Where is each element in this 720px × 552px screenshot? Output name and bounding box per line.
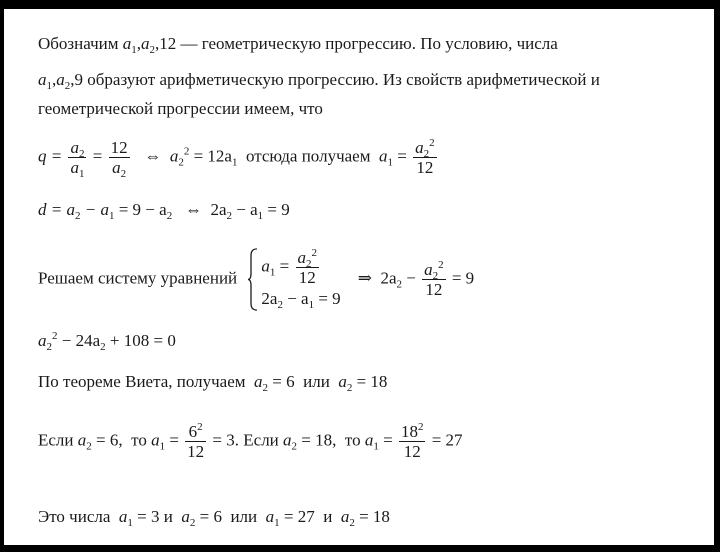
subscript: 2: [120, 168, 127, 180]
expression: = 18: [354, 507, 390, 526]
var-a: a: [112, 158, 121, 177]
var-a: a: [181, 507, 190, 526]
comma: ,: [52, 70, 57, 89]
var-q: q =: [38, 146, 63, 166]
var-a: a: [338, 372, 347, 391]
denominator: 12: [425, 280, 443, 299]
right-border: [714, 0, 720, 552]
subscript: 1: [257, 210, 264, 222]
fraction: [296, 248, 320, 287]
power: 2: [197, 421, 203, 433]
subscript: 1: [108, 210, 115, 222]
power: 2: [417, 421, 424, 433]
denominator: 12: [403, 442, 421, 461]
fraction: [185, 422, 206, 461]
var-a: a: [169, 146, 179, 166]
subscript: 2: [423, 148, 430, 160]
var-a: a: [378, 146, 388, 166]
expression: = 12a: [193, 146, 232, 166]
equals: =: [279, 256, 290, 276]
expression: = 18,: [297, 430, 337, 450]
subscript: 2: [262, 382, 269, 394]
var-a: a: [340, 507, 350, 526]
text: образуют арифметическую прогрессию. Из свойств арифметической и: [87, 70, 600, 89]
subscript: 2: [291, 440, 298, 453]
var-a: a: [424, 260, 433, 279]
var-a: a: [283, 430, 292, 450]
paragraph-line-1: [38, 34, 558, 54]
text: или: [230, 507, 258, 526]
text: или: [303, 372, 330, 391]
var-a: a: [141, 34, 150, 53]
numerator: 18: [400, 422, 418, 441]
expression: − a: [80, 200, 109, 219]
var-a: a: [297, 248, 306, 267]
fraction: [422, 260, 446, 299]
subscript: 1: [159, 440, 166, 453]
var-a: a: [254, 372, 263, 391]
paragraph-line-3: [38, 99, 323, 119]
subscript: 2: [46, 341, 52, 353]
expression: 2a: [380, 268, 397, 288]
expression: = 3.: [212, 430, 240, 450]
value-12: ,12: [155, 34, 177, 53]
expression: d = a: [38, 200, 75, 219]
power: 2: [183, 145, 190, 158]
expression: = 6,: [91, 430, 123, 450]
subscript: 1: [274, 517, 280, 529]
subscript: 1: [308, 299, 315, 311]
subscript: 1: [373, 440, 379, 453]
cases-line: [38, 422, 463, 461]
text: — геометрическую прогрессию. По условию, числа: [180, 34, 558, 53]
expression: − a: [232, 200, 258, 219]
subscript: 2: [86, 440, 92, 453]
equivalence-arrow: ⇔: [144, 146, 162, 166]
subscript: 2: [189, 517, 196, 529]
equals: =: [383, 430, 393, 450]
subscript: 1: [131, 44, 137, 56]
expression: = 9: [314, 289, 341, 308]
subscript: 1: [387, 156, 393, 169]
expression: 2a: [261, 289, 278, 308]
subscript: 1: [78, 168, 85, 180]
fraction: [109, 138, 130, 180]
expression: 2a: [210, 200, 227, 219]
subscript: 2: [432, 270, 439, 282]
expression: = 3: [132, 507, 160, 526]
numerator: 12: [110, 138, 128, 157]
expression: − a: [282, 289, 309, 308]
system-block: [247, 248, 340, 311]
vieta-line: [38, 372, 387, 392]
subscript: 1: [231, 156, 238, 169]
subscript: 2: [64, 80, 71, 92]
fraction: [413, 138, 437, 177]
text: Обозначим: [38, 34, 119, 53]
subscript: 1: [46, 80, 52, 92]
var-a: a: [151, 430, 160, 450]
var-a: a: [122, 34, 132, 53]
var-a: a: [415, 138, 424, 157]
subscript: 2: [349, 517, 355, 529]
brace-icon: [247, 248, 259, 311]
subscript: 2: [277, 299, 283, 311]
expression: = 9: [451, 268, 475, 288]
equation-ratio: [38, 137, 439, 180]
power: 2: [311, 247, 317, 259]
system-row-2: [261, 287, 340, 311]
expression: = 9 − a: [114, 200, 167, 219]
expression: = 27: [431, 430, 463, 450]
subscript: 2: [178, 156, 184, 169]
left-border: [0, 0, 4, 552]
subscript: 1: [127, 517, 133, 529]
final-answer: [38, 507, 390, 527]
expression: = 18: [352, 372, 388, 391]
equation-system: [38, 248, 474, 311]
subscript: 1: [269, 266, 276, 279]
subscript: 2: [100, 341, 106, 353]
comma: ,: [136, 34, 142, 53]
text: Решаем систему уравнений: [38, 268, 238, 288]
text: Это числа: [38, 507, 111, 526]
equals: =: [397, 146, 407, 166]
bottom-border: [0, 545, 720, 552]
expression: + 108 = 0: [105, 331, 176, 350]
var-a: a: [261, 256, 270, 276]
expression: = 6: [268, 372, 295, 391]
denominator: 12: [298, 268, 316, 287]
numerator: 6: [188, 422, 198, 441]
text: и: [323, 507, 333, 526]
text: Если: [243, 430, 279, 450]
system-row-1: [261, 248, 340, 287]
var-a: a: [38, 70, 47, 89]
var-a: a: [56, 70, 65, 89]
paragraph-line-2: [38, 70, 600, 90]
subscript: 2: [396, 278, 402, 291]
equation-quadratic: [38, 331, 176, 351]
text: геометрической прогрессии имеем, что: [38, 99, 323, 118]
equation-difference: [38, 200, 290, 220]
subscript: 2: [78, 148, 85, 160]
expression: − 24a: [57, 331, 101, 350]
minus: −: [401, 268, 416, 288]
text: и: [163, 507, 173, 526]
value-9: ,9: [70, 70, 83, 89]
power: 2: [52, 330, 58, 342]
var-a: a: [77, 430, 87, 450]
subscript: 2: [306, 258, 312, 270]
text: то: [131, 430, 147, 450]
text: Если: [38, 430, 74, 450]
expression: = 6: [195, 507, 222, 526]
subscript: 2: [149, 44, 156, 56]
fraction: [68, 138, 86, 180]
denominator: 12: [416, 158, 434, 177]
expression: = 27: [279, 507, 315, 526]
var-a: a: [38, 331, 47, 350]
var-a: a: [118, 507, 128, 526]
expression: = 9: [263, 200, 290, 219]
subscript: 2: [74, 210, 81, 222]
power: 2: [438, 259, 444, 271]
text: По теореме Виета, получаем: [38, 372, 246, 391]
var-a: a: [364, 430, 374, 450]
equivalence-arrow: ⇔: [184, 200, 202, 219]
text: то: [344, 430, 361, 450]
denominator: 12: [187, 442, 205, 461]
var-a: a: [70, 158, 79, 177]
implies-arrow: ⇒: [357, 268, 372, 288]
var-a: a: [265, 507, 275, 526]
equals: =: [92, 146, 103, 166]
text: отсюда получаем: [245, 146, 371, 166]
top-border: [0, 0, 720, 9]
power: 2: [429, 137, 435, 149]
subscript: 2: [226, 210, 232, 222]
var-a: a: [70, 138, 79, 157]
subscript: 2: [346, 382, 353, 394]
fraction: [399, 422, 426, 461]
equals: =: [169, 430, 179, 450]
subscript: 2: [166, 210, 173, 222]
